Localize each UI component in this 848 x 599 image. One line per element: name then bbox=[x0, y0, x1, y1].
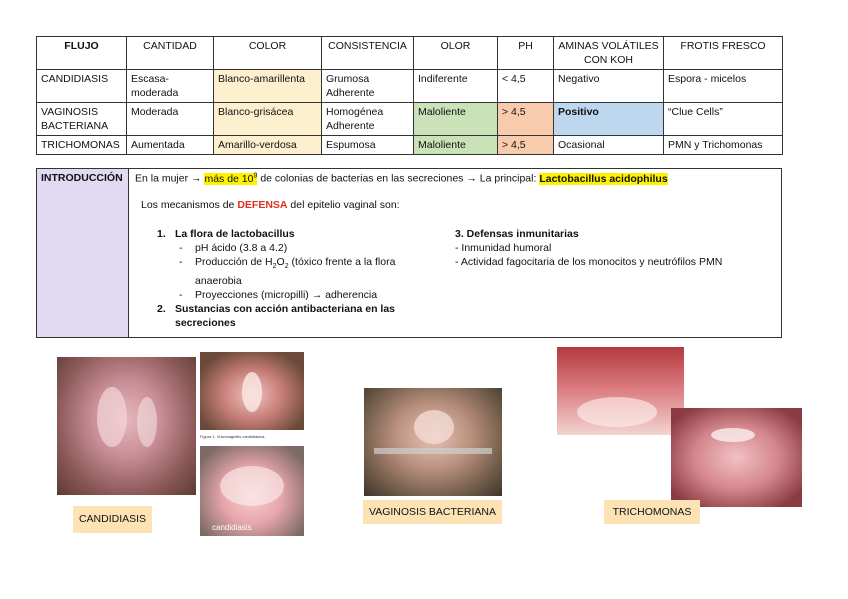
item-text: La flora de lactobacillus bbox=[175, 228, 295, 240]
header-aminas: AMINAS VOLÁTILES CON KOH bbox=[554, 37, 664, 70]
defense-list-left bbox=[157, 227, 427, 330]
defensa-word: DEFENSA bbox=[237, 199, 288, 211]
candidiasis-photo-top bbox=[200, 352, 304, 430]
list-item bbox=[157, 302, 427, 330]
intro-line-bacteria bbox=[135, 172, 668, 185]
arrow-icon: → bbox=[191, 172, 202, 185]
photo-label: candidiasis bbox=[212, 523, 252, 532]
text-part: O bbox=[276, 256, 285, 268]
intro-line-defensa bbox=[141, 199, 400, 211]
trichomonas-photo-bottom bbox=[671, 408, 802, 507]
text-part: (tóxico frente a la flora anaerobia bbox=[195, 256, 396, 288]
caption-candidiasis: CANDIDIASIS bbox=[73, 506, 152, 533]
table-cell: TRICHOMONAS bbox=[37, 136, 127, 155]
arrow-icon: → bbox=[311, 289, 323, 302]
table-row bbox=[37, 70, 783, 103]
dash: - bbox=[179, 256, 183, 268]
item-number: 1. bbox=[157, 228, 166, 240]
table-cell: Negativo bbox=[554, 70, 664, 103]
sub-item-text: pH ácido (3.8 a 4.2) bbox=[195, 242, 288, 254]
intro-text: del epitelio vaginal son: bbox=[290, 199, 400, 211]
table-cell: Positivo bbox=[554, 103, 664, 136]
caption-trichomonas: TRICHOMONAS bbox=[604, 500, 700, 524]
table-cell: CANDIDIASIS bbox=[37, 70, 127, 103]
table-cell: < 4,5 bbox=[498, 70, 554, 103]
header-frotis: FROTIS FRESCO bbox=[664, 37, 783, 70]
vaginosis-photo bbox=[364, 388, 502, 496]
table-row bbox=[37, 103, 783, 136]
table-cell: Homogénea Adherente bbox=[322, 103, 414, 136]
candidiasis-photo-vulva bbox=[57, 357, 196, 495]
table-header-row bbox=[37, 37, 783, 70]
table-cell: Amarillo-verdosa bbox=[214, 136, 322, 155]
highlight-count bbox=[204, 173, 257, 185]
table-cell: Maloliente bbox=[414, 136, 498, 155]
intro-text: La principal: bbox=[479, 172, 537, 185]
table-cell: Espora - micelos bbox=[664, 70, 783, 103]
header-cantidad: CANTIDAD bbox=[127, 37, 214, 70]
table-cell: Indiferente bbox=[414, 70, 498, 103]
intro-body bbox=[131, 169, 781, 337]
table-cell: > 4,5 bbox=[498, 136, 554, 155]
table-cell: Blanco-amarillenta bbox=[214, 70, 322, 103]
table-cell: Espumosa bbox=[322, 136, 414, 155]
header-color: COLOR bbox=[214, 37, 322, 70]
item-text: Sustancias con acción antibacteriana en las secreciones bbox=[175, 303, 396, 330]
flujo-table bbox=[36, 36, 783, 155]
intro-text: Los mecanismos de bbox=[141, 199, 235, 211]
table-cell: PMN y Trichomonas bbox=[664, 136, 783, 155]
subscript: 2 bbox=[284, 263, 289, 271]
table-cell: Blanco-grisácea bbox=[214, 103, 322, 136]
dash: - bbox=[179, 242, 183, 254]
table-cell: Aumentada bbox=[127, 136, 214, 155]
text-part: Proyecciones (micropilli) bbox=[195, 289, 309, 302]
caption-vaginosis: VAGINOSIS BACTERIANA bbox=[363, 500, 502, 524]
trichomonas-photo-top bbox=[557, 347, 684, 435]
exponent: 9 bbox=[253, 172, 258, 179]
table-cell: Maloliente bbox=[414, 103, 498, 136]
header-ph: PH bbox=[498, 37, 554, 70]
list-item: - Actividad fagocitaria de los monocitos y neutrófilos PMN bbox=[455, 256, 723, 268]
count-text: más de 10 bbox=[204, 172, 254, 185]
highlight-lactobacillus: Lactobacillus acidophilus bbox=[539, 172, 668, 185]
header-olor: OLOR bbox=[414, 37, 498, 70]
table-cell: Grumosa Adherente bbox=[322, 70, 414, 103]
header-flujo: FLUJO bbox=[37, 37, 127, 70]
intro-label: INTRODUCCIÓN bbox=[37, 169, 129, 337]
table-cell: Ocasional bbox=[554, 136, 664, 155]
table-cell: > 4,5 bbox=[498, 103, 554, 136]
arrow-icon: → bbox=[466, 172, 477, 185]
photo-figure-caption: Figura 1. Vulvovaginitis candidiásica. bbox=[200, 434, 266, 439]
table-cell: VAGINOSIS BACTERIANA bbox=[37, 103, 127, 136]
sub-item bbox=[157, 288, 427, 302]
intro-text: de colonias de bacterias en las secreciones bbox=[260, 172, 464, 185]
list-item: 3. Defensas inmunitarias bbox=[455, 228, 579, 240]
table-cell: Escasa-moderada bbox=[127, 70, 214, 103]
dash: - bbox=[179, 289, 183, 302]
sub-item-text bbox=[195, 255, 427, 288]
text-part: Producción de H bbox=[195, 256, 273, 268]
sub-item bbox=[157, 241, 427, 255]
list-item bbox=[157, 227, 427, 241]
table-cell: Moderada bbox=[127, 103, 214, 136]
intro-box bbox=[36, 168, 782, 338]
item-number: 2. bbox=[157, 303, 166, 316]
list-item: - Inmunidad humoral bbox=[455, 242, 552, 254]
table-cell: “Clue Cells” bbox=[664, 103, 783, 136]
header-consistencia: CONSISTENCIA bbox=[322, 37, 414, 70]
table-row bbox=[37, 136, 783, 155]
text-part: adherencia bbox=[325, 289, 378, 302]
sub-item bbox=[157, 255, 427, 288]
defense-list-right bbox=[455, 227, 755, 269]
intro-text: En la mujer bbox=[135, 172, 189, 185]
subscript: 2 bbox=[272, 263, 277, 271]
